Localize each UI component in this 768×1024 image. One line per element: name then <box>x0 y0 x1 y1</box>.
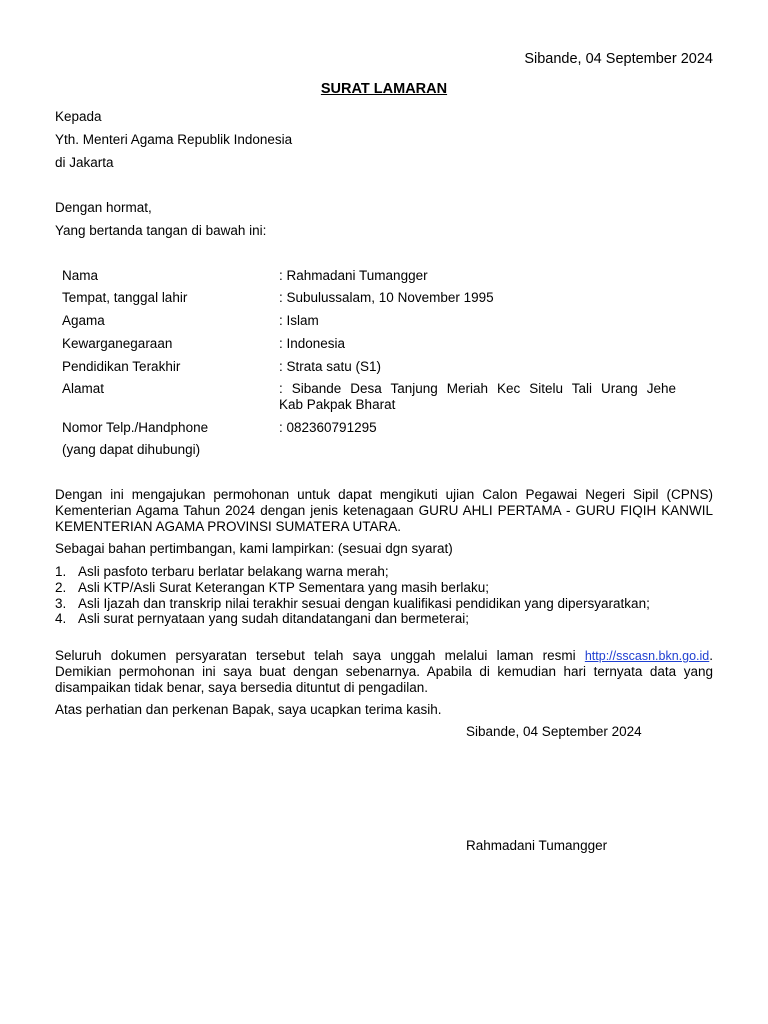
identity-label-religion: Agama <box>62 313 105 328</box>
attachment-number: 3. <box>55 596 67 611</box>
identity-label-education: Pendidikan Terakhir <box>62 359 181 374</box>
identity-label-name: Nama <box>62 268 99 283</box>
identity-value-name: : Rahmadani Tumangger <box>279 268 428 283</box>
identity-label-phone-note: (yang dapat dihubungi) <box>62 442 201 457</box>
attachment-item: Asli pasfoto terbaru berlatar belakang warna merah; <box>78 564 389 579</box>
sscasn-link[interactable]: http://sscasn.bkn.go.id <box>584 649 710 663</box>
submission-text-start: Seluruh dokumen persyaratan tersebut telah saya unggah melalui laman resmi <box>55 648 585 663</box>
identity-label-address: Alamat <box>62 381 105 396</box>
attachment-item: Asli surat pernyataan yang sudah ditandatangani dan bermeterai; <box>78 611 470 626</box>
application-paragraph: Dengan ini mengajukan permohonan untuk dapat mengikuti ujian Calon Pegawai Negeri Sipil (CPNS) Kementerian Agama Tahun 2024 dengan jenis ketenagaan GURU AHLI PERTAMA - GURU FIQIH KANWIL KEMENTERIAN AGAMA PROVINSI SUMATERA UTARA. <box>55 487 713 534</box>
place-date-bottom: Sibande, 04 September 2024 <box>466 724 642 739</box>
identity-value-address-line2: Kab Pakpak Bharat <box>279 397 396 412</box>
submission-text-end: . Demikian permohonan ini saya buat dengan sebenarnya. Apabila di kemudian hari ternyata data yang disampaikan tidak benar, saya bersedia dituntut di pengadilan. <box>55 648 713 695</box>
identity-value-address-line1: : Sibande Desa Tanjung Meriah Kec Sitelu Tali Urang Jehe <box>279 381 676 396</box>
identity-value-education: : Strata satu (S1) <box>279 359 382 374</box>
recipient-line-2: Yth. Menteri Agama Republik Indonesia <box>55 132 293 147</box>
identity-value-citizenship: : Indonesia <box>279 336 346 351</box>
identity-label-birth: Tempat, tanggal lahir <box>62 290 188 305</box>
attachment-item: Asli KTP/Asli Surat Keterangan KTP Sementara yang masih berlaku; <box>78 580 489 595</box>
signer-name: Rahmadani Tumangger <box>466 838 608 853</box>
identity-value-birth: : Subulussalam, 10 November 1995 <box>279 290 494 305</box>
attachment-number: 4. <box>55 611 67 626</box>
attachment-number: 1. <box>55 564 67 579</box>
submission-paragraph <box>55 648 713 696</box>
intro-line: Yang bertanda tangan di bawah ini: <box>55 223 267 238</box>
identity-value-religion: : Islam <box>279 313 319 328</box>
attachment-item: Asli Ijazah dan transkrip nilai terakhir sesuai dengan kualifikasi pendidikan yang dipersyaratkan; <box>78 596 650 611</box>
identity-value-phone: : 082360791295 <box>279 420 377 435</box>
attachment-number: 2. <box>55 580 67 595</box>
closing-line: Atas perhatian dan perkenan Bapak, saya ucapkan terima kasih. <box>55 702 442 717</box>
attachments-intro: Sebagai bahan pertimbangan, kami lampirkan: (sesuai dgn syarat) <box>55 541 453 556</box>
place-date-top: Sibande, 04 September 2024 <box>524 51 713 67</box>
identity-label-phone: Nomor Telp./Handphone <box>62 420 209 435</box>
identity-label-citizenship: Kewarganegaraan <box>62 336 173 351</box>
letter-title: SURAT LAMARAN <box>320 81 448 97</box>
greeting: Dengan hormat, <box>55 200 152 215</box>
recipient-line-3: di Jakarta <box>55 155 114 170</box>
recipient-line-1: Kepada <box>55 109 102 124</box>
